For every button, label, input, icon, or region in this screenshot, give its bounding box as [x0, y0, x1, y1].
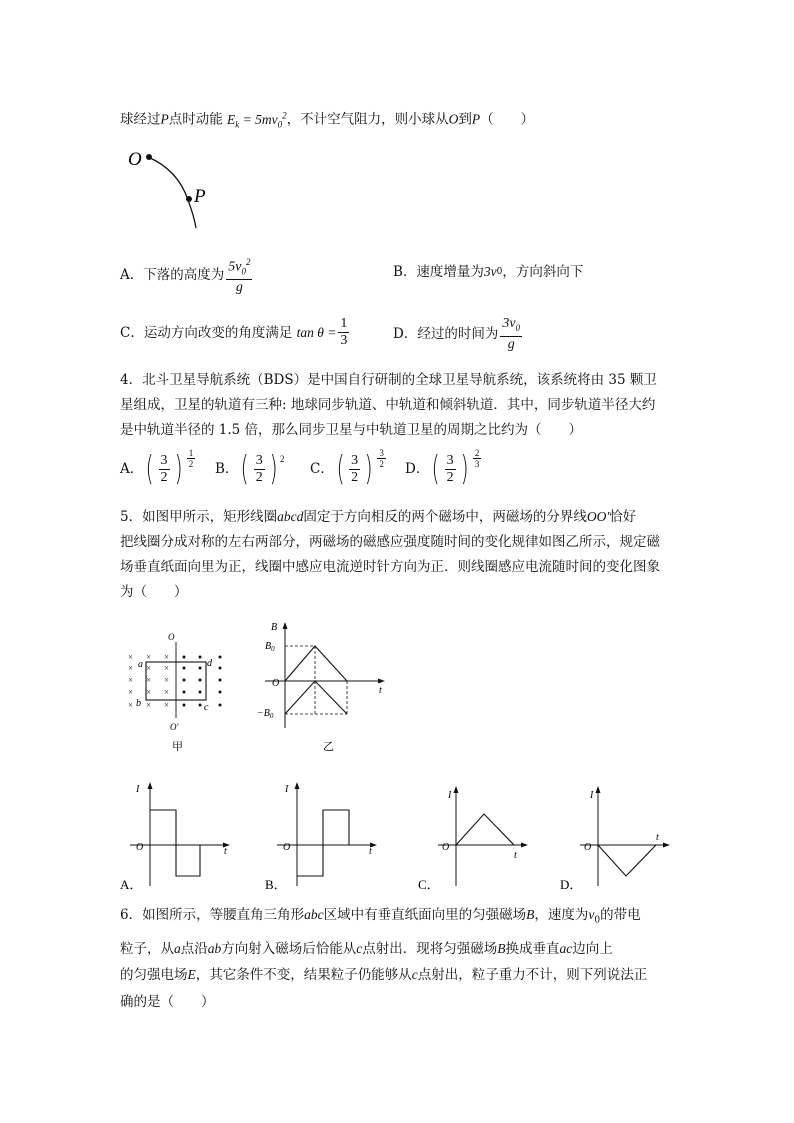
- svg-text:I: I: [136, 784, 140, 795]
- svg-text:×: ×: [146, 675, 152, 685]
- q5-answer-graph-a[interactable]: [120, 778, 235, 890]
- caption-yi: 乙: [323, 741, 334, 753]
- fraction: $\frac{3v_0}{g}$: [502, 316, 521, 352]
- svg-text:O: O: [136, 842, 144, 853]
- q4-option-a[interactable]: A． ( $\frac{3}{2}$ ) $\frac{1}{2}$: [120, 448, 194, 489]
- q3-option-b[interactable]: B．速度增量为 3v 0 ，方向斜向下: [393, 264, 584, 280]
- caption-jia: 甲: [172, 741, 183, 753]
- svg-text:×: ×: [164, 675, 170, 685]
- q6-line-3: 的匀强电场E，其它条件不变，结果粒子仍能够从c点射出，粒子重力不计，则下列说法正: [120, 967, 648, 983]
- svg-text:a: a: [138, 659, 143, 670]
- q3-option-a[interactable]: A．下落的高度为 $\frac{5v_0^2}{g}$: [120, 254, 254, 296]
- q5-line-2: 把线圈分成对称的左右两部分，两磁场的磁感应强度随时间的变化规律如图乙所示，规定磁: [120, 534, 660, 550]
- label-c: C．: [418, 877, 440, 890]
- svg-text:B0: $B_0$: [265, 641, 275, 653]
- point-o: [146, 154, 152, 160]
- trajectory-curve: [148, 157, 196, 228]
- label-p: P: [194, 186, 206, 207]
- q3-stem: 球经过P点时动能 $E_k = 5mv_0^2$，不计空气阻力，则小球从O到P（ ）: [120, 110, 535, 130]
- svg-text:I: I: [285, 784, 289, 795]
- q5-line-4: 为（ ）: [120, 584, 188, 600]
- svg-text:×: ×: [146, 652, 152, 662]
- svg-text:t: t: [224, 846, 227, 857]
- q4-line-1: 4．北斗卫星导航系统（BDS）是中国自行研制的全球卫星导航系统，该系统将由 35 颗卫: [120, 372, 657, 388]
- svg-text:×: ×: [146, 700, 152, 710]
- label-a: A．: [120, 877, 143, 890]
- q3-option-d[interactable]: D．经过的时间为 $\frac{3v_0}{g}$: [393, 316, 521, 352]
- magnetic-field-into-page-marks: [128, 652, 169, 710]
- svg-text:×: ×: [128, 675, 134, 685]
- svg-text:O: O: [442, 842, 450, 853]
- svg-text:I: I: [590, 790, 594, 801]
- svg-text:O: O: [283, 842, 291, 853]
- q3-trajectory-figure: [118, 140, 228, 230]
- svg-text:O: O: [584, 842, 592, 853]
- kinetic-energy-symbol: $E_k = 5mv_0^2$: [227, 110, 287, 130]
- q5-figure-jia: [120, 622, 235, 757]
- svg-text:×: ×: [128, 700, 134, 710]
- q5-answer-graph-b[interactable]: [265, 778, 380, 890]
- q4-line-2: 星组成，卫星的轨道有三种: 地球同步轨道、中轨道和倾斜轨道．其中，同步轨道半径大约: [120, 397, 656, 413]
- current-curve: [598, 845, 656, 876]
- fraction: $\frac{5v_0^2}{g}$: [226, 254, 252, 296]
- field-b1-curve: [285, 646, 347, 681]
- svg-text:×: ×: [164, 687, 170, 697]
- svg-text:t: t: [379, 685, 382, 696]
- svg-text:×: ×: [128, 663, 134, 673]
- svg-text:×: ×: [128, 687, 134, 697]
- svg-text:−B0: $-B_0$: [257, 708, 274, 720]
- q6-line-2: 粒子，从a点沿ab方向射入磁场后恰能从c点射出．现将匀强磁场B换成垂直ac边向上: [120, 941, 613, 957]
- svg-text:O: O: [168, 632, 175, 642]
- svg-text:×: ×: [146, 663, 152, 673]
- q5-line-3: 场垂直纸面向里为正，线圈中感应电流逆时针方向为正．则线圈感应电流随时间的变化图象: [120, 559, 660, 575]
- svg-text:B: B: [271, 622, 278, 633]
- svg-text:×: ×: [164, 700, 170, 710]
- current-curve: [150, 810, 200, 876]
- svg-text:×: ×: [146, 687, 152, 697]
- label-o: O: [128, 149, 142, 170]
- q4-option-c[interactable]: C． ( $\frac{3}{2}$ ) $\frac{3}{2}$: [310, 448, 384, 489]
- fraction: $\frac{1}{3}$: [340, 316, 348, 348]
- svg-text:t: t: [369, 846, 372, 857]
- svg-text:b: b: [136, 698, 141, 709]
- q4-option-d[interactable]: D． ( $\frac{3}{2}$ ) $\frac{2}{3}$: [405, 448, 480, 489]
- field-b2-curve: [285, 681, 347, 714]
- svg-text:O: O: [272, 678, 280, 689]
- label-b: B．: [265, 877, 287, 890]
- svg-text:d: d: [207, 658, 212, 669]
- q5-answer-graph-d[interactable]: [560, 778, 675, 890]
- q6-line-1: 6．如图所示，等腰直角三角形abc区域中有垂直纸面向里的匀强磁场B，速度为$v_0$的带电: [120, 907, 641, 926]
- svg-text:×: ×: [128, 652, 134, 662]
- svg-text:t: t: [514, 850, 517, 861]
- svg-text:×: ×: [164, 663, 170, 673]
- q3-option-c[interactable]: C．运动方向改变的角度满足 tan θ = $\frac{1}{3}$: [120, 316, 348, 348]
- q5-answer-graph-c[interactable]: [418, 778, 533, 890]
- svg-text:I: I: [448, 790, 452, 801]
- q5-figure-yi: [255, 616, 390, 756]
- svg-text:O′: O′: [170, 722, 179, 732]
- q4-options: [120, 448, 500, 489]
- q4-option-b[interactable]: B． ( $\frac{3}{2}$ ) 2: [215, 449, 285, 489]
- svg-text:c: c: [204, 702, 209, 713]
- svg-text:×: ×: [164, 652, 170, 662]
- label-d: D．: [560, 877, 583, 890]
- point-p: [186, 196, 192, 202]
- q4-line-3: 是中轨道半径的 1.5 倍，那么同步卫星与中轨道卫星的周期之比约为（ ）: [120, 422, 583, 438]
- current-curve: [456, 814, 514, 845]
- q5-line-1: 5．如图甲所示，矩形线圈abcd固定于方向相反的两个磁场中，两磁场的分界线OO′恰好: [120, 509, 637, 525]
- q6-line-4: 确的是（ ）: [120, 994, 215, 1010]
- magnetic-field-out-of-page-marks: [183, 656, 222, 707]
- svg-text:t: t: [656, 832, 659, 843]
